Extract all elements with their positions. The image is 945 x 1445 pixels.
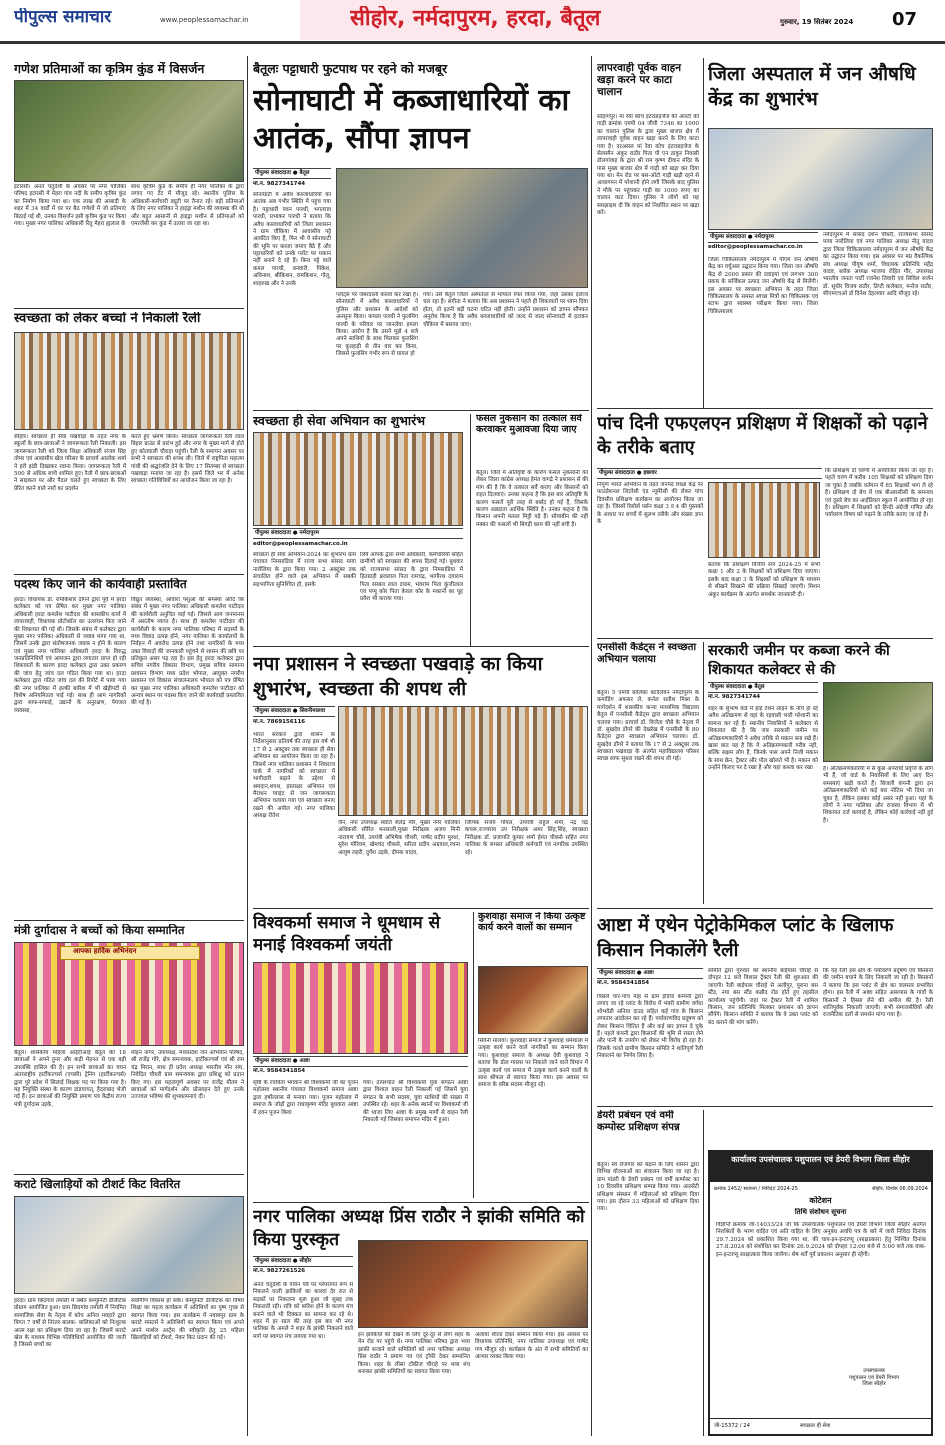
- divider: [253, 646, 589, 647]
- byline-text: पीपुल्स संवाददाता: [599, 970, 635, 976]
- napa-photo: [338, 706, 588, 816]
- byline-text: पीपुल्स संवाददाता: [599, 470, 635, 476]
- column-rule: [591, 56, 592, 1436]
- prince-phone: मो.नं. 9827261526: [253, 1268, 306, 1274]
- column-rule: [473, 912, 474, 1198]
- sonaghati-headline: सोनाघाटी में कब्जाधारियों का आतंक, सौंपा ज्ञापन: [253, 83, 570, 156]
- byline-text: पीपुल्स संवाददाता: [710, 234, 746, 240]
- zameen-photo: [823, 682, 933, 762]
- byline-text: पीपुल्स संवाददाता: [255, 1058, 291, 1064]
- byline-place: आष्टा: [643, 970, 654, 976]
- seva-headline: स्वच्छता ही सेवा अभियान का शुभारंभ: [253, 414, 426, 428]
- divider: [597, 1106, 933, 1107]
- fasal-headline: फसल नुकसान का तत्काल सर्वे करवाकर मुआवजा दिया जाए: [476, 414, 582, 435]
- sonaghati-text-col1: सोनाघाटी में अवैध कब्जाधारियों का आतंक अब गंभीर स्थिति में पहुंच गया है। पट्टाधारी पवन पारधी, भगतराव पारधी, प्रभाकर पारधी ने बताया कि अवैध कब्जाधारियों को जिला प्रशासन ने ग्राम चौकिया में आवासीय पट्टे आवंटित किए हैं, फिर भी ये सोनाघाटी की भूमि पर कब्जा जमाए बैठे हैं और पट्टाधारियों को उनके प्लॉट पर मकान नहीं बनाने दे रहे हैं। बिना पट्टे वाले कमल पारधी, बनवारी, पिंकेश, अविनाश, श्रीकिशन, रामकिशन, गोलू, शाहरुख और ने उनके: [253, 192, 331, 287]
- ganesh-headline: गणेश प्रतिमाओं का कृत्रिम कुंड में विसर्जन: [14, 62, 205, 76]
- column-rule: [247, 56, 248, 1436]
- ashta-text-col1: पिछले चार-पांच माह से ग्राम इंदिया कम्पनी द्वारा लगाए जा रहे प्लांट के विरोध में भंवरी ग्रामीण वर्गधा शोभवेडी अनिया दाउद सहित कई गांव के किसान लगातार आंदोलन कर रहे हैं। पर्यावरणविद प्रदूषण को लेकर किसान चिंतित हैं और कई बार ज्ञापन दे चुके हैं। पहले कंपनी द्वारा किसानों की भूमि से रास्ता लेने और पानी के उपयोग को लेकर भी विरोध हो रहा है। जिसके चलते ग्रामीण किसान समिति ने शांतिपूर्ण रैली निकालने का निर्णय लिया है।: [597, 994, 703, 1059]
- aushadhi-photo: [708, 128, 933, 230]
- sonaghati-kicker: बैतूलः पट्टाधारी फुटपाथ पर रहने को मजबूर: [253, 62, 448, 76]
- prince-byline: पीपुल्स संवाददाता ● सीहोर: [253, 1256, 353, 1267]
- byline-place: बैतूल: [754, 684, 765, 690]
- tender-notice: [708, 1150, 933, 1436]
- karyavahi-text-col2: विद्युत व्यवस्था, आवारा पशुओं की समस्या आदि कि संबंध में मुख्य नगर पालिका अधिकारी कमलेश पाटीदार की कार्यशैली अनुचित पाई गई। जिससे आम जनमानस में असंतोष व्याप्त है। साथ ही कमलेश पाटीदार की कार्यशैली के कारण नगर पालिका परिषद में सदस्यों के मध्य विवाद उत्पन्न होने, नगर पालिका के कार्यालयों के निर्वहन में अवरोध उत्पन्न होने तथा नागरिकों के मध्य उक्त विवादों की जानकारी पहुंचने से शासन की छवि पर प्रतिकूल असर पड़ रहा है। इस हेतु हरदा कलेक्टर द्वारा सचिव नगरीय विकास विभाग, प्रमुख सचिव सामान्य प्रशासन विभाग मध्य प्रदेश भोपाल, आयुक्त नगरीय प्रशासन एवं विकास संचालनालय भोपाल को पत्र प्रेषित कर मुख्य नगर पालिका अधिकारी कमलेश पाटीदार को अन्यत्र स्थान पर पदस्थ किए जाने की कार्यवाही प्रस्तावित की गई है।: [131, 597, 244, 707]
- vishwakarma-photo: [253, 962, 468, 1054]
- byline-text: पीपुल्स संवाददाता: [255, 530, 291, 536]
- karate-photo: [14, 1196, 244, 1294]
- fasal-text: बैतूल। जिले में अतिवृष्टि के कारण फसल नुकसानी को लेकर जिला कांग्रेस अध्यक्ष हेमंत वागद्रे ने प्रशासन से की मांग की है कि वे तत्काल सर्वे कराए और किसानों को राहत दिलवाएं। उनका कहना है कि इस बार अतिवृष्टि के कारण फसलें पूरी तरह से बर्बाद हो गई हैं, जिसके कारण अन्नदाता आर्थिक स्थिति है। उनका कहना है कि किसान अपनी फसल मिट्टी पड़े हैं। सोयाबीन की नहीं मक्का की फसलों भी बिगड़ी काम की नहीं बची है।: [476, 470, 588, 528]
- karate-headline: कराटे खिलाड़ियों को टीशर्ट किट वितरित: [14, 1178, 181, 1191]
- tender-ref-no: क्रमांक 1452/ स्थापना / निविदा/ 2024-25: [714, 1186, 798, 1192]
- zameen-text-col2: है। अतिक्रमणकारियों में से कुछ अपराधी प्रवृत्ति के लोग भी हैं, जो वार्ड के निवासियों के लिए आए दिन समस्याएं खड़ी करते हैं। बिजली कंपनी द्वारा इन अतिक्रमणकारियों को कई बार नोटिस भी दिया जा चुका है, लेकिन इसका कोई असर नहीं हुआ। यहां के लोगों ने नगर पालिका और राजस्व विभाग में भी शिकायत दर्ज करवाई है, लेकिन कोई कार्रवाई नहीं हुई है।: [823, 766, 933, 824]
- ashta-phone: मो.नं. 9584341854: [597, 980, 650, 986]
- divider: [253, 908, 589, 909]
- byline-place: आष्टा: [299, 1058, 310, 1064]
- tender-subtitle: तिथि संशोधन सूचना: [794, 1208, 847, 1216]
- napa-headline: नपा प्रशासन ने स्वच्छता पखवाड़े का किया शुभारंभ, स्वच्छता की शपथ ली: [253, 653, 543, 700]
- divider: [253, 1202, 589, 1203]
- seva-photo: [253, 432, 463, 526]
- tender-footer-slogan: स्वच्छता ही सेवा: [800, 1423, 831, 1429]
- rally-headline: स्वच्छता को लेकर बच्चों ने निकाली रैली: [14, 312, 201, 326]
- dairy-headline: डेयरी प्रबंधन एवं वर्मी कम्पोस्ट प्रशिक्षण संपन्न: [597, 1110, 680, 1133]
- column-rule: [703, 58, 704, 408]
- tender-office: कार्यालय उपसंचालक पशुपालन एवं डेयरी विभाग जिला सीहोर: [731, 1155, 910, 1164]
- vishwakarma-text-col1: सृष्टि के रचयिता भगवान श्री विश्वकर्मा जी का पूजन महोत्सव स्थानीय पंचायत विश्वकर्मा समाज आष्टा द्वारा हर्षोल्लास से मनाया गया। पूजन महोत्सव में समाज के जोड़ों द्वारा राधाकृष्ण मंदिर बुधवारा आष्टा में हवन पूजन किया: [253, 1080, 358, 1116]
- sonaghati-photo: [336, 168, 588, 288]
- vishwakarma-text-col2: गया। तत्पश्चात श्री विश्वकर्मा युवा संगठन आष्टा द्वारा विशाल वाहन रैली निकाली गई जिसमें युवा संगठन के सभी सदस्य, युवा साथियों की संख्या में उपस्थित रहे। शहर के अनेक स्थानों पर विश्वकर्मा जी की ध्वजा लिए आष्टा के प्रमुख मार्गों से वाहन रैली निकाली गई जिसका समापन मंदिर में हुआ।: [363, 1080, 468, 1123]
- byline-text: पीपुल्स संवाददाता: [710, 684, 746, 690]
- zameen-text-col1: शहर के सुभाष वार्ड में हाई टेंशन लाइन के नीचे हो रहे अवैध अतिक्रमण से वहां के रहवासी भारी परेशानी का सामना कर रहे हैं। स्थानीय निवासियों ने कलेक्टर से शिकायत की है कि जब सरकारी जमीन पर अतिक्रमणकारियों ने अवैध तरीके से मकान बना रखे हैं। खास बात यह है कि ये अतिक्रमणकारी गरीब नहीं, बल्कि सक्षम लोग हैं, जिनके पास अपने निजी मकान के साथ क्रेन, ट्रैक्टर और पोल खोलते भी है। मकान को उन्होंने किराए पर दे रखा है और यहां कब्जा कर रखा: [708, 706, 818, 771]
- ashta-headline: आष्टा में एथेन पेट्रोकेमिकल प्लांट के खिलाफ किसान निकालेंगे रैली: [597, 915, 894, 961]
- kushwaha-photo: [478, 966, 588, 1034]
- divider: [253, 410, 589, 411]
- sonaghati-text-col2: प्लॉट्स पर जबरदस्ती कब्जा कर रखा है। सोनाघाटी में अवैध कब्जाधारियों ने पुलिस और प्रशासन के आदेशों को अनसुना किया। कमला पारधी ने फुलमिंग पारधी के परिवार पर जानलेवा हमला किया। आरोप है कि उसने मुझे 4 बजे अपने साथियों के साथ मिलकर फुलसिंग पर कुल्हाड़ी से तीन वार कर किया, जिससे फुलसिंग गंभीर रूप से घायल हो: [336, 292, 418, 357]
- prince-text-col2: इन झांकियों को देखने के लिए दूर-दूर से लोग शहर के मेन रोड पर पहुंचे थे। नगर पालिका परिषद द्वारा भव्य झांकी सजाने वाले समितियों को नगर पालिका अध्यक्ष प्रिंस राठौर ने प्रमाण पत्र एवं ट्रॉफी देकर सम्मानित किया। शहर के लीसा टॉकीज चौराहे पर भव्य मंच बनाकर झांकी समितियों का स्वागत किया गया।: [358, 1332, 470, 1375]
- aushadhi-text-col2: नर्मदापुरम में सांसद दर्शन चौधरी, राज्यसभा सांसद माया नारोलिया एवं नगर पालिका अध्यक्ष नीतू यादव द्वारा जिला चिकित्सालय नर्मदापुरम में जन औषधि केंद्र का उद्घाटन किया गया। इस अवसर पर मप्र वैकल्पिक संघ अध्यक्ष पीयूष शर्मा, विधायक प्रतिनिधि महेंद्र यादव, ब्लॉक अध्यक्ष भाजपा रोहित गौर, उपाध्यक्ष भारतीय जनता पार्टी रजनेश तिवारी एवं सिविल सर्जन डॉ. सुधीर विजय राठौर, डिप्टी कलेक्टर, मनोज राठौर, सीएमएचओ डॉ दिनेश देहलवार आदि मौजूद रहे।: [823, 232, 933, 297]
- zameen-phone: मो.नं. 9827341744: [708, 694, 761, 700]
- byline-text: पीपुल्स संवाददाता: [255, 170, 291, 176]
- fln-photo: [708, 482, 820, 558]
- ncc-text: बैतूल। 5 एमपी बालिका बटालियन नर्मदापुरम के कमांडिंग अफसर ले. कर्नल सतीश मिश्रा के मार्गदर्शन में शासकीय कन्या माध्यमिक विद्यालय बैतूल में एनसीसी कैडेट्स द्वारा स्वच्छता अभियान चलाया गया। प्राचार्य डॉ. विजेता चौबे के नेतृत्व में डॉ. सुखदेव डोंगरे की देखरेख में एनसीसी के 80 कैडेट्स द्वारा स्वच्छता अभियान चलाया। डॉ. सुखदेव डोंगरे ने बताया कि 17 से 2 अक्टूबर तक स्वच्छता पखवाड़ा के अंतर्गत महाविद्यालय परिसर स्वच्छ साफ सुथरा रखने की शपथ ली गई।: [597, 690, 699, 763]
- mantri-text-col1: बैतूल। शासकीय महिला आईटीआई बैतूल की 18 छात्राओं ने अपने हुनर और कड़ी मेहनत से एक बड़ी उपलब्धि हासिल की है। इन सभी छात्राओं का चयन अंतरराष्ट्रीय हार्टीकल्चर्स (एचसी) ट्रेनिंग (हार्टीकल्चर्स) द्वारा पूरे प्रदेश में सिलाई शिक्षक पद पर किया गया है। यह नियुक्ति संस्था के कारण डांडयाचत्, हैदराबाद भेजी गई हैं। इन छात्राओं की नियुक्ति प्रमाण पत्र केंद्रीय राज्य मंत्री दुर्गादास उइके,: [14, 1050, 126, 1108]
- napa-text-col2: जैन, नपा उपाध्यक्ष स्वाति शैलेंद्र मौर, मुख्य नगर पालिका अधिकारी सौरित भनसाली,मुख्य निरीक्षक अजय मिनी नारायण चौबे, उपयंत्री अभिषेक चौधरी, पार्षद प्रदीप मुरथा, सुरेश मोरियम, खेमचंद चौकसे, सरिता प्रदीप अग्रवाल,रचना आयुष लहरी, दुर्गेश उड़के, दीपक यादव,: [338, 820, 460, 856]
- logo-text: पीपुल्स समाचार: [14, 8, 112, 27]
- napa-byline: पीपुल्स संवाददाता ● सिवनीमालवा: [253, 706, 335, 717]
- byline-place: सिवनीमालवा: [299, 708, 326, 714]
- ganesh-text-col1: इटारसी। अनंत चतुर्दशी के अवसर पर नगर पालिका परिषद इटारसी में मेहरा गांव नदी के समीप कृत्रिम कुंड का निर्माण किया गया था। एक लाख की आबादी के शहर में 34 वार्डों में घर पर बैठ गणेशों में जो प्रतिमाएं बिठाई गई थी, उनका विसर्जन इसी कृत्रिम कुंड पर किया गया। मुख्य नगर पालिका अधिकारी रितु मेहरा ह्यलाल के: [14, 184, 126, 227]
- byline-place: बैतूल: [299, 170, 310, 176]
- prince-text-col3: अलावा शील्ड देकर सम्मान किया गया। इस अवसर पर विधायक प्रतिनिधि, नगर पालिका उपाध्यक्ष एवं पार्षद गण मौजूद रहे। कार्यक्रम के अंत में सभी समितियों का आभार व्यक्त किया गया।: [475, 1332, 588, 1361]
- page-number: 07: [892, 10, 918, 30]
- aushadhi-headline: जिला अस्पताल में जन औषधि केंद्र का शुभारंभ: [708, 63, 916, 110]
- ashta-text-col3: कि यह रैली इस क्षेत्र के पर्यावरण प्रदूषण एवं किसानों की जमीन बचाने के लिए निकाली जा रही है। किसानों ने बताया कि इस प्लांट से क्षेत्र का जलस्तर प्रभावित होगा। इस रैली में आष्टा सहित आसपास के गांवों के किसानों ने हिस्सा लेने की अपील की है। रैली शांतिपूर्वक निकाली जाएगी। सभी समाजसेवियों और राजनैतिक दलों से समर्थन मांगा गया है।: [823, 968, 933, 1019]
- byline-text: पीपुल्स संवाददाता: [255, 1258, 291, 1264]
- karate-text-col2: सर्वांगीण विकास हो सके। कम्युनिटी डीजीटेक का विषय शिक्षा का महत्व कार्यक्रम में अतिथियों का पुष्प गुच्छ से स्वागत किया गया। इस कार्यक्रम में नवाबपुर ग्राम के कराटे मास्टर्स ने अतिथियों का स्वागत किया एवं अपने अपने मार्शल आर्ट्स की स्वीकृति हेतु 25 महिला खिलाड़ियों को टीशर्ट, नेकर किट प्रदान की गई।: [131, 1298, 244, 1341]
- tender-title: कोटेशन: [809, 1196, 832, 1205]
- tender-header: [710, 1152, 931, 1182]
- byline-place: इछावर: [643, 470, 657, 476]
- divider: [14, 308, 244, 309]
- fln-text-col1: निपुण भारत अभियान के तहत जनपद शिक्षा केंद्र पर फाउंडेशनल लिटरेसी एंड न्यूमेरेसी की लेकर पांच दिवसीय प्रशिक्षण कार्यक्रम का आयोजन किया जा रहा है। जिसमें रिसोर्स पर्सन कक्षा 3 व 4 की पुस्तकों के आधार पर बच्चों में सुलभ तरीके और संख्या ज्ञान के: [597, 482, 703, 525]
- napa-text-col1: भारत सरकार द्वारा शासन के निर्देशानुसार प्रतिवर्ष की तरह इस वर्ष भी 17 से 2 अक्टूबर तक स्वच्छता ही सेवा अभियान का आयोजन किया जा रहा है। जिसमें नगर पालिका प्रशासन ने शिवराज पार्क में नागरिकों को स्वच्छता में भागीदारी बढ़ाने के उद्देश्य से श्रमदान,शपथ, हस्ताक्षर अभियान एवं मैराथन प्वाइंट से जन जागरूकता अभियान चलाया गया एवं स्वच्छता बनाए रखने की अपील गई। नगर पालिका अध्यक्ष रीतेश: [253, 732, 335, 820]
- byline-text: पीपुल्स संवाददाता: [255, 708, 291, 714]
- seva-email[interactable]: editor@peoplessamachar.co.in: [253, 541, 348, 547]
- divider: [597, 638, 933, 639]
- prince-headline: नगर पालिका अध्यक्ष प्रिंस राठौर ने झांकी समिति को किया पुरस्कृत: [253, 1207, 585, 1250]
- zameen-headline: सरकारी जमीन पर कब्जा करने की शिकायत कलेक्टर से की: [708, 643, 890, 678]
- aushadhi-email[interactable]: editor@peoplessamachar.co.in: [708, 244, 803, 250]
- napa-text-col3: लिपिक संजय गोयल, उपयंत्री राहुल शर्मा, नंद्र चंद्र कचरू,राज्यराय उप निरीक्षक अमर सिंह,सिंह, स्वच्छता निरीक्षक डॉ. प्रजापति कुमार शर्मा हेमंत चौकसे सहित नगर पालिका के समस्त अधिकारी कर्मचारी एवं नागरिक उपस्थित रहे।: [465, 820, 588, 856]
- sonaghati-phone: मो.नं. 9827341744: [253, 181, 306, 187]
- karyavahi-headline: पदस्थ किए जाने की कार्यवाही प्रस्तावित: [14, 578, 187, 591]
- fln-text-col2: बताया कि प्रशिक्षण वित्तीय सत्र 2024-25 में सभी कक्षा 1 और 2 के शिक्षकों को प्रशिक्षण दिया जाएगा। इसके बाद कक्षा 3 के शिक्षकों को प्रशिक्षण के माध्यम से सीखने सिखाने की प्रक्रिया सिखाई जाएगी। मिशन अंकुर कार्यक्रम के अंतर्गत समर्थक जानकारी दी।: [708, 562, 820, 598]
- byline-place: सीहोर: [299, 1258, 312, 1264]
- byline-place: नर्मदापुरम: [754, 234, 774, 240]
- zameen-byline: पीपुल्स संवाददाता ● बैतूल: [708, 682, 818, 693]
- seva-byline: पीपुल्स संवाददाता ● नर्मदापुरम: [253, 528, 463, 539]
- seva-text-col1: स्वच्छता ही सेवा अभियान-2024 का शुभारंभ ग्राम पंचायत निमसाडिया में राज्य सभा सांसद माया नारोलिया के द्वारा किया गया। 2 अक्टूबर तक संचालित होने वाले इस अभियान में सबकी सहभागिता सुनिश्चित हो, इसके: [253, 552, 356, 588]
- divider: [597, 908, 933, 909]
- section-title: सीहोर, नर्मदापुरम, हरदा, बैतूल: [350, 6, 601, 31]
- column-rule: [470, 414, 471, 646]
- kushwaha-headline: कुशवाहा समाज ने किया उत्कृष्ट कार्य करने वालों का सम्मान: [478, 912, 586, 933]
- tender-body: विज्ञप्ति क्रमांक जी-14033/24 जो कि उपसंचालक पशुपालन एवं डेयरी विभाग जिला सीहोर अंतर्गत निराश्रितों के भरण वाहित एवं अति वाहित के लिए अनुबंध अवधि पत्र के बारे में जारी निविदा दिनांक 29.7.2024 को प्रकाशित किया गया था, की चाय-इन-इन्टरप्यू (साक्षात्कार) हेतु निश्चित दिनांक 27.8.2024 को संशोधित कर दिनांक 26.9.2024 को दोपहर 12:00 बजे से 5:00 बजे तक वाक-इन-इन्टरप्यू साक्षात्कार किया जायेगा। शेष शर्तें पूर्व प्रकाशन अनुसार ही रहेंगी।: [716, 1222, 926, 1258]
- aushadhi-text-col1: जिला चिकित्सालय नर्मदापुरम में पीएम जन औषधि केंद्र का वर्चुअल उद्घाटन किया गया। जिला जन औषधि केंद्र से 2000 प्रकार की दवाइयां एवं लगभग 300 प्रकार के सर्जिकल उत्पाद जन औषधि केंद्र से मिलेंगी। इस अवसर पर स्वच्छता अभियान के तहत जिला चिकित्सालय के समस्त स्वच्छ मित्रों का चिकित्सक एवं स्टाफ द्वारा स्वास्थ्य परीक्षण किया गया। जिला चिकित्सालय: [708, 257, 818, 315]
- karyavahi-text-col1: हरदा। विधायक डॉ. रामकिशोर दोगने द्वारा पूर्व में हरदा कलेक्टर को पत्र प्रेषित कर मुख्य नगर पालिका अधिकारी हरदा कमलेश पाटीदार की शासकीय कार्य में लापरवाही, विधायक प्रोटोकॉल का उल्लंघन किए जाने की शिकायत की गई थी। जिसके संबंध में कलेक्टर द्वारा मुख्य नगर पालिका अधिकारी से जवाब मांगा गया था, जिसमें उनके द्वारा संतोषजनक जवाब न होने के कारण एवं मुख्य नगर पालिका अधिकारी हरदा के विरुद्ध जनप्रतिनिधियों एवं आमजन द्वारा लगातार प्राप्त हो रही शिकायतों के कारण हरदा कलेक्टर द्वारा उक्त प्रकरण की जांच हेतु जांच दल गठित किया गया था। हरदा कलेक्टर द्वारा गठित जांच दल की रिपोर्ट में पाया गया की नगर पालिका में हल्की बारिश में भी खेड़ीपटी से विशेष अनियमितता पाई गई। साथ ही आम नागरिकों द्वारा साफ-सफाई, उद्यानों के अनुरक्षण, पेयजल व्यवस्था,: [14, 597, 126, 714]
- fln-text-col3: कि प्रशिक्षण दो चरणों में आयोजित किया जा रहा है। पहले चरण में करीब 105 शिक्षकों को प्रशिक्षण दिया जा चुका है जबकि वर्तमान में 85 शिक्षकों भाग ले रहे हैं। प्रशिक्षण दो बेच में एक बीआरसीसी के समन्वय एवं दूसरे बेच का आईडियल स्कूल में आयोजित हो रहा है। प्रशिक्षण में शिक्षकों को हिन्दी अंग्रेजी गणित और पर्यावरण विषय को पढ़ाने के तरीके बताए जा रहे हैं।: [825, 468, 933, 519]
- divider: [14, 574, 244, 575]
- sonaghati-text-col3: गया। उसे बैतूल जिला अस्पताल से भोपाल रेफर किया गया, जहां उसका इलाज चल रहा है। संगीता ने बताया कि अब प्रशासन ने पहले ही शिकायतों पर ध्यान दिया होता, तो इतनी बड़ी घटना घटित नहीं होती। उन्होंने प्रशासन को ज्ञापन सौंपकर अनुरोध किया है कि अवैध कब्जाधारियों को जल्द से जल्द सोनाघाटी से हटाकर चौकिया में बसाया जाए।: [423, 292, 588, 328]
- lapravahi-text: सोहागपुर। मां रेवा कोच इंटरप्राइजेज की आरटी की गाड़ी क्रमांक एमपी 04 जीयी 7346 का 1000 का चालान पुलिस के द्वारा मुख्य बाजार क्षेत्र में लापरवाही पूर्वक वाहन खड़ा करने के लिए काटा गया है। दरअसल मां रेवा कोच इंटरप्राइजेज के सेल्समैन अंकुर राठौर पिता पी एन ठाकुर निवासी डोलगांवाह के द्वारा श्री राम कृष्ण दीवान मंदिर के पास मुख्य बाजार क्षेत्र में गाड़ी को खड़ा कर दिया गया था। मेन रोड पर बस-ऑटो गाड़ी खड़ी रहने से आवागमन में परेशानी होने लगी जिसके बाद पुलिस ने मौके पर पहुंचकर गाड़ी का 1000 रुपए का चालान काट दिया। पुलिस ने लोगों को यह समझाइश दी कि वाहन को निर्धारित स्थान पर खड़ा करें।: [597, 114, 699, 216]
- divider: [14, 920, 244, 921]
- divider: [14, 1174, 244, 1175]
- tender-sign-place: जिला सीहोर: [862, 1381, 886, 1388]
- mantri-headline: मंत्री दुर्गादास ने बच्चों को किया सम्मानित: [14, 924, 185, 937]
- vishwakarma-phone: मो.नं. 9584341854: [253, 1068, 306, 1074]
- tender-ref-date: सीहोर, दिनांक 06.09.2024: [872, 1186, 928, 1192]
- column-rule: [703, 642, 704, 904]
- aushadhi-byline: पीपुल्स संवाददाता ● नर्मदापुरम: [708, 232, 818, 243]
- sonaghati-byline: पीपुल्स संवाददाता ● बैतूल: [253, 168, 331, 179]
- rally-photo: [14, 332, 244, 430]
- website-url[interactable]: www.peoplessamachar.in: [160, 16, 249, 24]
- byline-place: नर्मदापुरम: [299, 530, 319, 536]
- vishwakarma-headline: विश्वकर्मा समाज ने धूमधाम से मनाई विश्वकर्मा जयंती: [253, 913, 441, 956]
- seva-text-col2: लिये आपके द्वारा सभी अधिकारी, कर्मचारियों सहित ग्रामीणों को स्वच्छता की शपथ दिलाई गई। बुधवार को राज्यसभा सांसद के द्वारा निमसाडिया में हितग्राही ब्रजलाल पिता रामचंद्र, भागीरथ दयाराम पिता रसबल लाल दयाम, भंवराम पिता कुंजीलाल एवं पप्पू कोर पिता केवल कोर के मकानों का पूह प्रवेश भी कराया गया।: [360, 552, 463, 603]
- tender-sign-role: उपसंचालक: [863, 1368, 885, 1374]
- fln-byline: पीपुल्स संवाददाता ● इछावर: [597, 468, 822, 479]
- mantri-banner-text: आपका हार्दिक अभिनंदन: [73, 947, 137, 955]
- vishwakarma-byline: पीपुल्स संवाददाता ● आष्टा: [253, 1056, 468, 1067]
- masthead: [0, 0, 945, 44]
- prince-text-col1: अनंत चतुर्दशी के पावन पर्व पर परंपरागत रूप से निकलने वाली झांकियों का कारवां देर रात से सड़कों पर निकलना शुरू हुआ जो सुबह तक निकलती रही। रात्रि को बारिश होने के कारण मंच बनाने वाले भी दिक्कत का सामना कर रहे थे। शहर में हर साल की तरह इस बार भी नगर पालिका के अमले ने शहर के झांकी निकलने वाले मार्ग पर स्वागत मंच लगाया गया था।: [253, 1282, 353, 1340]
- divider: [597, 408, 933, 409]
- ashta-text-col2: समिति द्वारा गुरुवार को स्थानीय बाईपास चौराहे से दोपहर 12 बजे विशाल ट्रैक्टर रैली की शुरुआत की जाएगी। रैली बाईपास चौराहे से अलीपुर, पुराना बस स्टैंड, नया बस स्टैंड कन्नौद रोड होते हुए तहसील कार्यालय पहुंचेगी। जहां पर ट्रैक्टर रैली में शामिल किसान, जन प्रतिनिधि मिलकर प्रशासन को ज्ञापन सौंपेंगे। किसान समिति ने बताया कि वे उक्त प्लांट को बंद कराने की मांग करेंगे।: [708, 968, 818, 1026]
- prince-photo: [358, 1240, 588, 1328]
- newspaper-logo[interactable]: [14, 8, 164, 34]
- kushwaha-text: सिवनी मालवा। कुशवाहा समाज ने कुशवाह धर्मशाला में उत्कृष्ट कार्य करने वाले नागरिकों का सम्मान किया गया। कुशवाहा समाज के अध्यक्ष देवी कुशवाहा ने बताया कि डोल ग्यारस पर निकाले जाने वाले विमान में उत्कृष्ट कार्य एवं समाज में उत्कृष्ट कार्य करने वालों के साथ श्रीफल से स्वागत किया गया। इस अवसर पर समाज के वरिष्ठ सदस्य मौजूद रहे।: [478, 1038, 588, 1089]
- ganesh-photo: [14, 80, 244, 182]
- tender-sign-dept: पशुपालन एवं डेयरी विभाग: [848, 1374, 900, 1381]
- lapravahi-headline: लापरवाही पूर्वक वाहन खड़ा करने पर काटा चालान: [597, 62, 682, 99]
- rally-text-col2: करते हुए भ्रमण किया। स्वच्छता जागरूकता रैली लाल बिहार ग्राउंड से प्रारंभ हुई और नगर के मुख्य मार्ग से होते हुए कोतवाली चौराहा पहुंची। रैली के समापन अवसर पर सभी ने स्वच्छता की शपथ ली। जिले में राष्ट्रपिता महात्मा गांधी की श्रद्धांजलि देने के लिए 17 सितम्बर से स्वच्छता पखवाड़ा मनाया जा रहा है। इसमें जिले भर में अनेक स्वच्छता गतिविधियों का आयोजन किया जा रहा है।: [131, 434, 244, 485]
- rally-text-col1: सीहोर। स्वच्छता ही सेवा पखवाड़ा के तहत नगर के स्कूलों के छात्र-छात्राओं ने जागरूकता रैली निकाली। इस जागरूकता रैली को जिला शिक्षा अधिकारी संजय सिंह तोमर एवं आवासीय खेल परिसर के प्राचार्य आलोक शर्मा ने हरी झंडी दिखाकर रवाना किया। जागरूकता रैली में 500 से अधिक बच्चे शामिल हुए। रैली में छात्र-छात्राओं ने साइकल पर और पैदल चलते हुए स्वच्छता के लिए प्रेरित करने वाले नारों का प्रदर्शन: [14, 434, 126, 492]
- tender-footer-code: जी-15372 / 24: [714, 1423, 750, 1429]
- mantri-text-col2: मोहन नागर, उपाध्यक्ष, मध्यप्रदेश जन अभियान परिषद, श्री राजेंद्र गोरे, क्षेत्र समन्वयक, हार्टीकल्चर्स एवं श्री राम चंद्र मिरान, साथ ही प्रदेश अध्यक्ष भारतीय मॉन संघ, निवेदित चौधरी ग्राम समन्वयक द्वारा प्रशिक्षु को प्रदान किए गए। इस महत्वपूर्ण अवसर पर राजेंद्र मौतम ने छात्राओं को मार्गदर्शन और प्रोत्साहन देते हुए उनके उज्ज्वल भविष्य की शुभकामनाएं दीं।: [131, 1050, 244, 1101]
- ashta-byline: पीपुल्स संवाददाता ● आष्टा: [597, 968, 703, 979]
- fln-headline: पांच दिनी एफएलएन प्रशिक्षण में शिक्षकों को पढ़ाने के तरीके बताए: [597, 413, 928, 459]
- ncc-headline: एनसीसी कैडेट्स ने स्वच्छता अभियान चलाया: [597, 642, 697, 665]
- tender-signature: [820, 1368, 928, 1388]
- tender-footer: [710, 1418, 931, 1434]
- mantri-banner: [60, 946, 200, 960]
- karate-text-col1: हरदा। ग्राम छिदगांव तमोली में स्थित कम्युनिटी डीजीटेक प्रोग्राम आयोजित हुआ। ग्राम छिदगांव तमोली में नियमित सामाजिक सेवा के नेतृत्व में कोच अनिल मवहारे द्वारा विगत 7 वर्षों से निरंतर बालक- बालिकाओं को निःशुल्क आत्म रक्षा का प्रशिक्षण दिया जा रहा है। जिसमें कराटे खेल के माध्यम विभिन्न गतिविधियों आयोजित की जाती है जिससे बच्चों का: [14, 1298, 126, 1349]
- ganesh-text-col2: साथ कृत्रिम कुंड के समीप ही नगर पालिका के द्वारा लगाए गए टेंट में मौजूद रहे। स्थानीय पुलिस के अधिकारी-कर्मचारी ड्यूटी पर तैनात रहे। बड़ी प्रतिमाओं के लिए नगर पालिका ने हाइड्रा मशीन की व्यवस्था की थी और बहुत आसानी से हाइड्रा मशीन से प्रतिमाओं को एमरजेंसी कर कुंड में उतारा जा रहा था।: [131, 184, 244, 227]
- dairy-text: बैतूल। स्व रोजगार को बढ़ाने के लिए शासन द्वारा विभिन्न योजनाओं का संचालन किया जा रहा है। ग्राम पांडरी के डेयरी प्रबंधन एवं वर्मी कम्पोस्ट का 10 दिवसीय प्रशिक्षण सम्पन्न किया गया। आरसेटी प्रशिक्षण संस्थान में महिलाओं को प्रशिक्षण दिया गया। इस दौरान 33 महिलाओं को प्रशिक्षण दिया गया।: [597, 1162, 699, 1213]
- column-rule: [703, 1110, 704, 1436]
- issue-date: गुरुवार, 19 सितंबर 2024: [780, 18, 854, 26]
- napa-phone: मो.नं. 7869156116: [253, 719, 306, 725]
